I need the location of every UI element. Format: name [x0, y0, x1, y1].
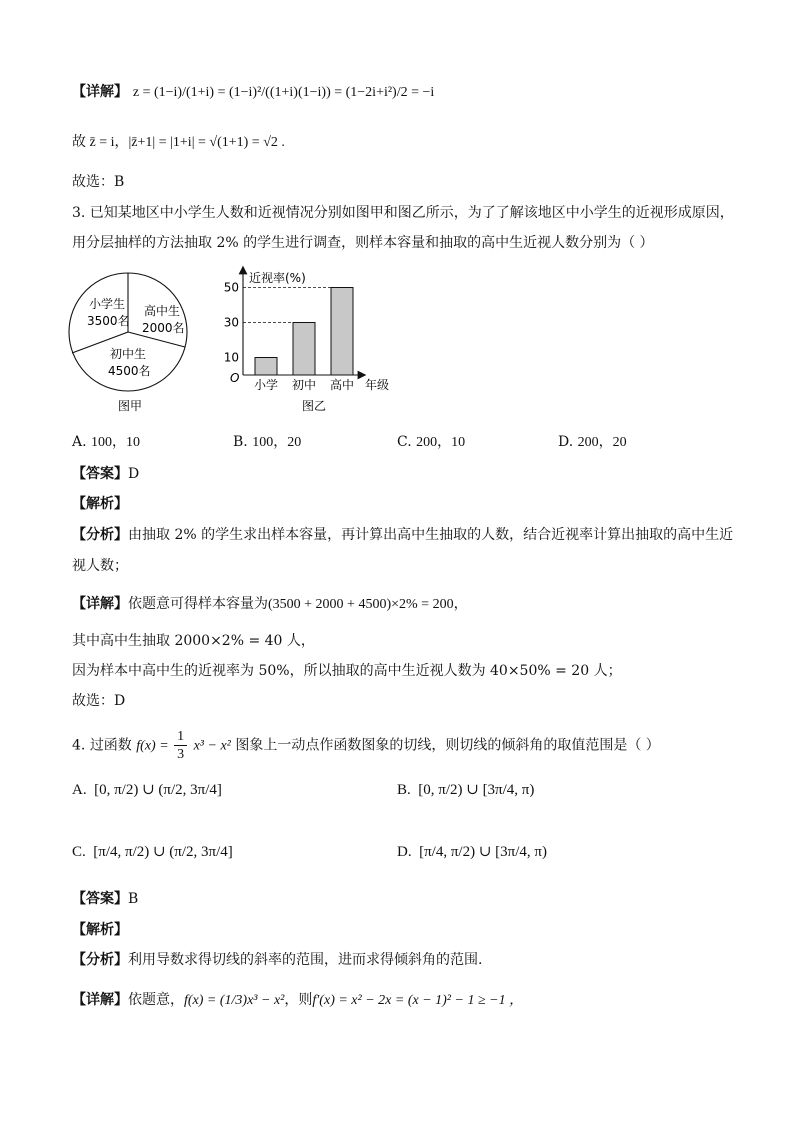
q4-detail-fx: f(x) = (1/3)x³ − x² [184, 993, 285, 1008]
q3-analysis-label: 【解析】 [72, 496, 128, 512]
q4-option-b-text: [0, π/2) ∪ [3π/4, π) [418, 782, 535, 798]
q3-option-d[interactable] [558, 431, 627, 451]
prev-choose: 故选：B [72, 174, 125, 190]
q3-stem-line2: 用分层抽样的方法抽取 2% 的学生进行调查，则样本容量和抽取的高中生近视人数分别为（ ） [72, 235, 654, 251]
q4-analysis-label: 【解析】 [72, 922, 128, 938]
q3-answer-value: D [128, 466, 140, 482]
bar-chart-figure [222, 262, 412, 417]
q4-fraction [174, 728, 187, 763]
pie-chart-figure [62, 270, 202, 415]
prev-detail-line [72, 82, 434, 103]
q4-number: 4. [72, 737, 86, 754]
origin-label: O [230, 371, 240, 385]
q4-expr: x³ − x² [193, 738, 231, 754]
q3-fenxi-text1: 由抽取 2% 的学生求出样本容量，再计算出高中生抽取的人数，结合近视率计算出抽取的高中生近 [128, 527, 734, 543]
q3-option-a-text: 100，10 [91, 435, 141, 450]
pie-caption: 图甲 [118, 399, 143, 413]
prev-result-line: 故 z̄ = i，|z̄+1| = |1+i| = √(1+1) = √2 . [72, 135, 285, 150]
y-tick-label: 50 [223, 280, 239, 295]
q4-detail-pre: 依题意， [128, 992, 184, 1008]
pie-label-middle: 初中生 [110, 347, 147, 361]
q3-option-b[interactable] [233, 431, 301, 451]
x-tick-label: 小学 [253, 378, 279, 392]
q4-detail-deriv: f′(x) = x² − 2x = (x − 1)² − 1 ≥ −1 ， [312, 993, 524, 1008]
q3-option-d-text: 200，20 [577, 435, 627, 450]
q4-detail-mid: ，则 [284, 992, 313, 1008]
bar-初中 [293, 323, 315, 376]
pie-count-high: 2000名 [142, 321, 185, 335]
q3-detail-text: 依题意可得样本容量为 [128, 596, 268, 612]
q3-line-a: 其中高中生抽取 2000×2% = 40 人， [72, 633, 315, 649]
bar-小学 [255, 358, 277, 376]
pie-label-primary: 小学生 [89, 297, 126, 311]
q3-fenxi-label: 【分析】 [72, 527, 128, 543]
pie-label-high: 高中生 [144, 304, 181, 318]
q4-fenxi-label: 【分析】 [72, 952, 128, 968]
q4-option-d-text: [π/4, π/2) ∪ [3π/4, π) [419, 844, 547, 860]
q3-answer-label: 【答案】 [72, 466, 128, 482]
q3-option-c-text: 200，10 [416, 435, 466, 450]
q3-option-c[interactable] [397, 431, 465, 451]
q4-frac-num: 1 [174, 728, 187, 746]
q4-answer-line [72, 889, 138, 909]
q4-frac-den: 3 [177, 747, 185, 762]
q3-stem-line1: 3. 已知某地区中小学生人数和近视情况分别如图甲和图乙所示，为了了解该地区中小学生的近视形成原因， [72, 205, 734, 221]
q4-option-c-text: [π/4, π/2) ∪ (π/2, 3π/4] [93, 844, 233, 860]
q3-choose: 故选：D [72, 693, 126, 709]
q3-option-b-letter: B. [233, 434, 248, 450]
q3-detail-line [72, 594, 468, 615]
q3-line-b: 因为样本中高中生的近视率为 50%，所以抽取的高中生近视人数为 40×50% = 20 人； [72, 663, 622, 679]
q3-answer-line [72, 464, 139, 484]
pie-count-middle: 4500名 [108, 364, 151, 378]
q4-answer-value: B [128, 891, 139, 907]
q4-fenxi-text: 利用导数求得切线的斜率的范围，进而求得倾斜角的范围. [128, 952, 483, 968]
q3-fenxi-line1 [72, 525, 733, 545]
q4-fx: f(x) = [136, 738, 173, 754]
y-axis-label: 近视率(%) [249, 271, 306, 285]
q3-detail-label: 【详解】 [72, 596, 128, 612]
prev-detail-label: 【详解】 [72, 84, 128, 100]
q4-option-d-letter: D. [397, 844, 412, 860]
q4-option-a[interactable] [72, 780, 222, 799]
q4-option-b[interactable] [397, 780, 534, 799]
y-tick-label: 30 [223, 315, 239, 330]
q4-option-c[interactable] [72, 842, 233, 861]
q3-option-b-text: 100，20 [252, 435, 302, 450]
q4-option-a-letter: A. [72, 782, 87, 798]
q3-option-c-letter: C. [397, 434, 412, 450]
pie-count-primary: 3500名 [87, 314, 130, 328]
q4-pre: 过函数 [89, 737, 132, 754]
y-tick-label: 10 [223, 350, 239, 365]
x-tick-label: 初中 [291, 378, 317, 392]
q3-fenxi-line2: 视人数； [72, 558, 128, 574]
q4-fenxi-line [72, 950, 482, 970]
q4-option-c-letter: C. [72, 844, 86, 860]
bar-caption: 图乙 [302, 399, 327, 413]
x-tick-label: 高中 [329, 378, 355, 392]
q4-option-b-letter: B. [397, 782, 411, 798]
q4-post: 图象上一动点作函数图象的切线，则切线的倾斜角的取值范围是（ ） [235, 737, 660, 754]
q4-answer-label: 【答案】 [72, 891, 128, 907]
q4-detail-label: 【详解】 [72, 992, 128, 1008]
q3-option-a-letter: A. [72, 434, 87, 450]
x-axis-label: 年级 [365, 378, 390, 392]
q3-option-a[interactable] [72, 431, 140, 451]
q3-detail-expr: (3500 + 2000 + 4500)×2% = 200， [268, 597, 468, 612]
q3-option-d-letter: D. [558, 434, 574, 450]
q4-option-d[interactable] [397, 842, 547, 861]
prev-equation: z = (1−i)/(1+i) = (1−i)²/((1+i)(1−i)) = (1−2i+i²)/2 = −i [132, 85, 435, 100]
bar-高中 [331, 288, 353, 376]
q4-stem [72, 728, 660, 764]
q4-detail-line [72, 990, 523, 1011]
q4-option-a-text: [0, π/2) ∪ (π/2, 3π/4] [94, 782, 222, 798]
